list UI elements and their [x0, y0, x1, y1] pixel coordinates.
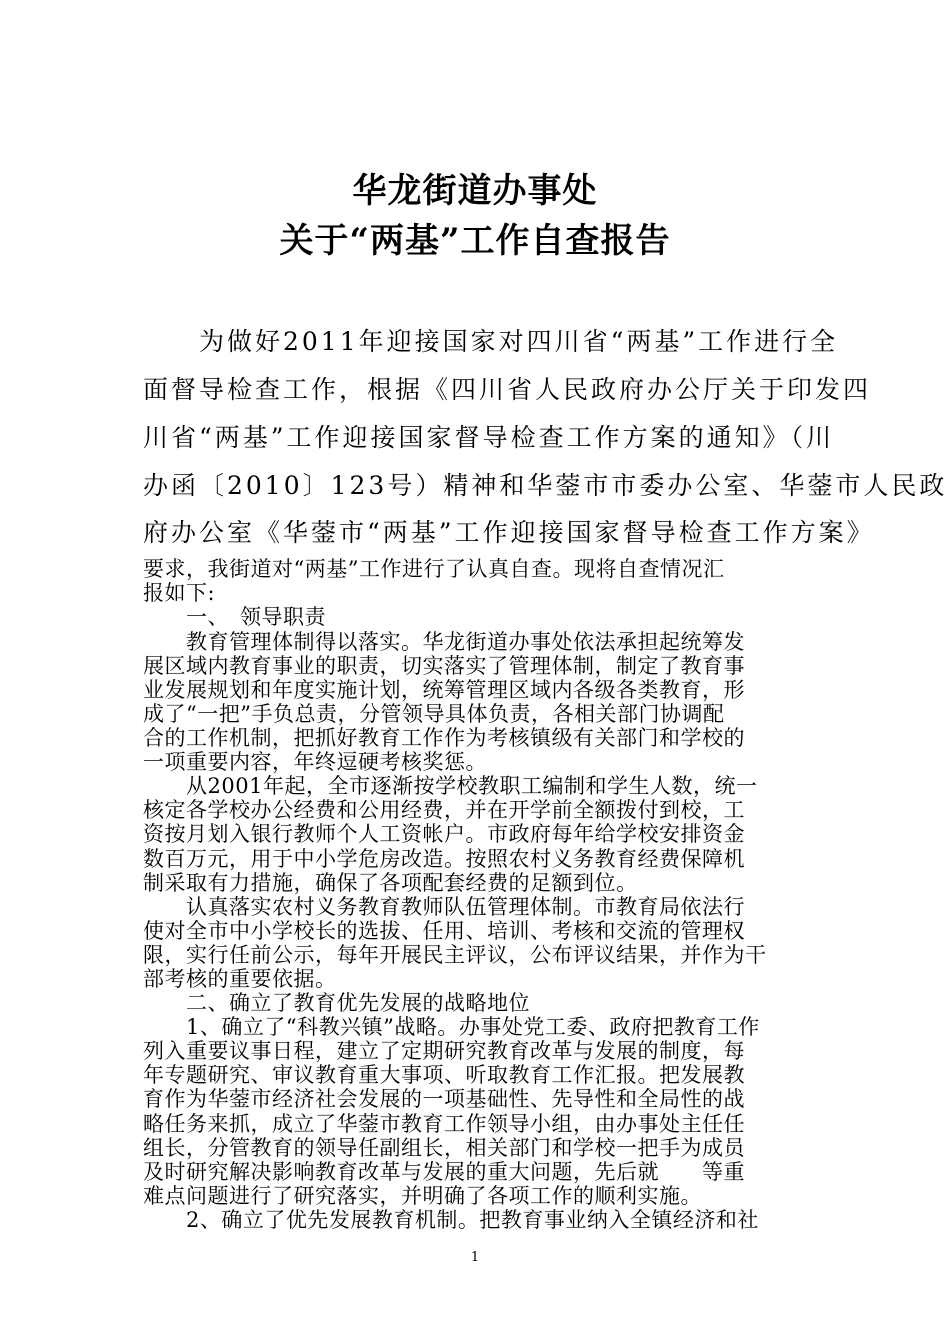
body-line: 使对全市中小学校长的选拔、任用、培训、考核和交流的管理权: [143, 919, 745, 943]
body-line: 要求，我街道对“两基”工作进行了认真自查。现将自查情况汇: [143, 557, 725, 581]
body-line: 2、确立了优先发展教育机制。把教育事业纳入全镇经济和社: [143, 1208, 759, 1232]
body-line: 组长，分管教育的领导任副组长，相关部门和学校一把手为成员: [143, 1136, 745, 1160]
body-line: 川省“两基”工作迎接国家督导检查工作方案的通知》（川: [143, 423, 835, 452]
body-line: 为做好2011年迎接国家对四川省“两基”工作进行全: [143, 327, 839, 356]
body-line: 展区域内教育事业的职责，切实落实了管理体制，制定了教育事: [143, 654, 745, 678]
body-line: 面督导检查工作，根据《四川省人民政府办公厅关于印发四: [143, 375, 872, 404]
body-line: 办函〔2010〕123号）精神和华蓥市市委办公室、华蓥市人民政: [143, 471, 948, 500]
body-line: 业发展规划和年度实施计划，统筹管理区域内各级各类教育，形: [143, 678, 745, 702]
body-line: 及时研究解决影响教育改革与发展的重大问题，先后就 等重: [143, 1160, 745, 1184]
body-line: 核定各学校办公经费和公用经费，并在开学前全额拨付到校，工: [143, 798, 745, 822]
section-heading: 二、确立了教育优先发展的战略地位: [143, 991, 530, 1015]
title-line-2: 关于“两基”工作自查报告: [279, 221, 671, 261]
body-line: 认真落实农村义务教育教师队伍管理体制。市教育局依法行: [143, 895, 745, 919]
body-line: 限，实行任前公示，每年开展民主评议，公布评议结果，并作为干: [143, 943, 767, 967]
body-line: 难点问题进行了研究落实，并明确了各项工作的顺利实施。: [143, 1184, 702, 1208]
body-line: 略任务来抓，成立了华蓥市教育工作领导小组，由办事处主任任: [143, 1112, 745, 1136]
body-line: 合的工作机制，把抓好教育工作作为考核镇级有关部门和学校的: [143, 726, 745, 750]
body-line: 育作为华蓥市经济社会发展的一项基础性、先导性和全局性的战: [143, 1087, 745, 1111]
section-heading: 一、 领导职责: [143, 605, 326, 629]
body-line: 列入重要议事日程，建立了定期研究教育改革与发展的制度，每: [143, 1039, 745, 1063]
body-line: 1、确立了“科教兴镇”战略。办事处党工委、政府把教育工作: [143, 1015, 760, 1039]
title-line-1: 华龙街道办事处: [352, 171, 598, 211]
body-line: 成了“一把”手负总责，分管领导具体负责，各相关部门协调配: [143, 702, 725, 726]
body-line: 数百万元，用于中小学危房改造。按照农村义务教育经费保障机: [143, 847, 745, 871]
body-line: 府办公室《华蓥市“两基”工作迎接国家督导检查工作方案》: [143, 518, 875, 547]
body-line: 制采取有力措施，确保了各项配套经费的足额到位。: [143, 871, 638, 895]
body-line: 部考核的重要依据。: [143, 967, 337, 991]
body-line: 资按月划入银行教师个人工资帐户。市政府每年给学校安排资金: [143, 822, 745, 846]
body-line: 教育管理体制得以落实。华龙街道办事处依法承担起统筹发: [143, 630, 745, 654]
body-line: 年专题研究、审议教育重大事项、听取教育工作汇报。把发展教: [143, 1063, 745, 1087]
page-number: 1: [470, 1250, 480, 1265]
body-line: 从2001年起，全市逐渐按学校教职工编制和学生人数，统一: [143, 774, 758, 798]
body-line: 一项重要内容，年终逗硬考核奖惩。: [143, 750, 487, 774]
body-line: 报如下:: [143, 581, 216, 605]
